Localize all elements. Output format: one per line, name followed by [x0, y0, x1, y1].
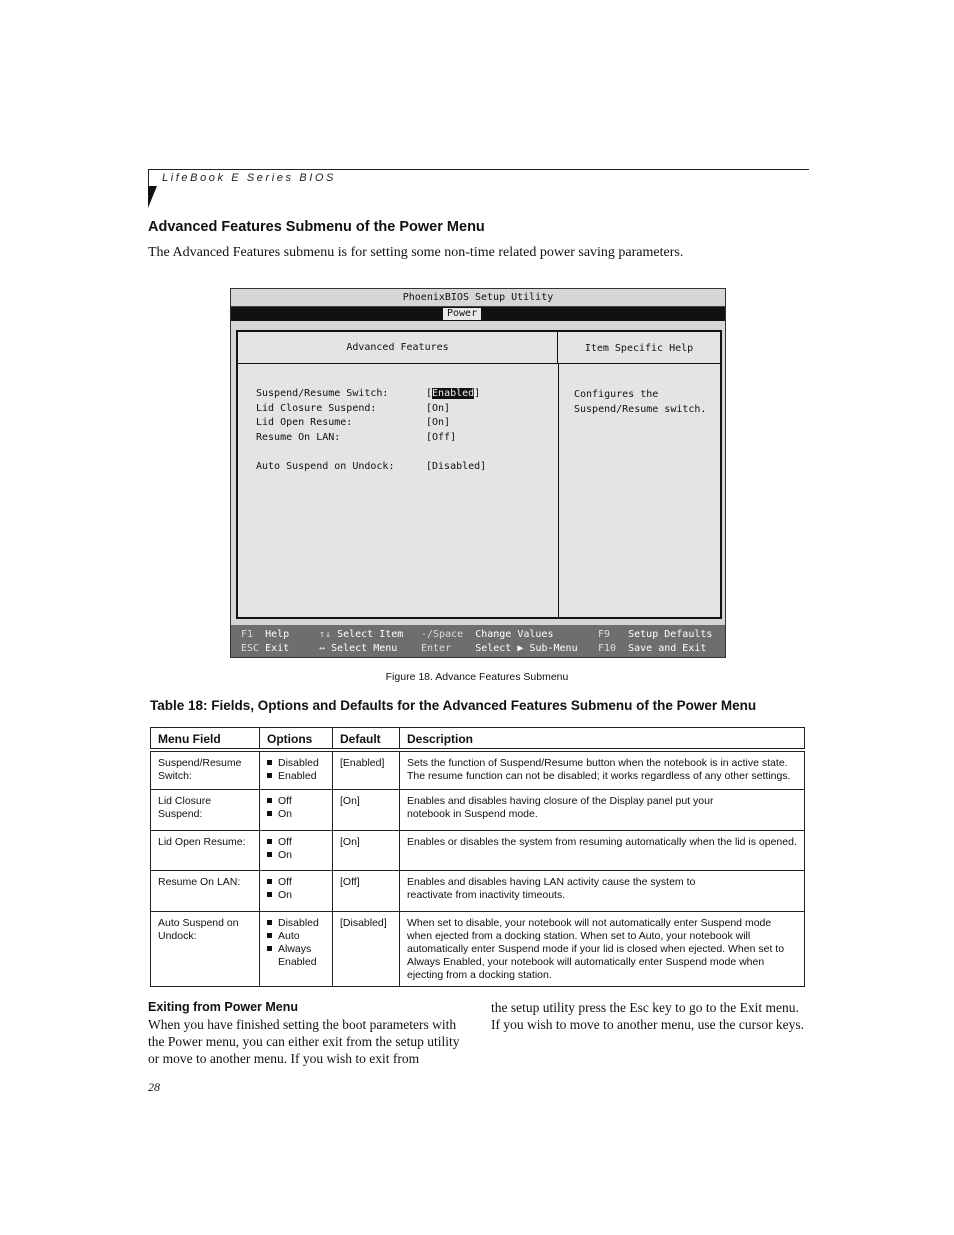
- exiting-text-col1: When you have finished setting the boot parameters with the Power menu, you can either exit from the setup utility or move to another menu. If you wish to exit from: [148, 1017, 460, 1066]
- option-item: Off: [267, 836, 325, 849]
- bios-bracket-open: [: [426, 388, 433, 399]
- cell-options: [260, 750, 333, 790]
- options-table: [150, 727, 805, 987]
- bios-right-heading: Item Specific Help: [558, 332, 720, 364]
- bios-key-enter[interactable]: Enter Select ▶ Sub-Menu: [421, 643, 578, 654]
- column-header: Menu Field: [151, 728, 260, 750]
- bios-screen: [230, 288, 726, 658]
- running-header: LifeBook E Series BIOS: [162, 172, 336, 184]
- bios-panel: [236, 330, 722, 619]
- table-row: [151, 750, 805, 790]
- bios-menu-bar: [231, 307, 725, 321]
- bios-field-label: Auto Suspend on Undock:: [256, 460, 395, 472]
- bios-key-esc[interactable]: ESC Exit: [241, 643, 290, 654]
- option-item: On: [267, 889, 325, 902]
- bios-field-label: Resume On LAN:: [256, 431, 341, 443]
- cell-description: When set to disable, your notebook will not automatically enter Suspend mode when ejected from a docking station. When set to Auto, your notebook will automatically enter Suspend mode if your lid is closed when ejected. When set to Always Enabled, your notebook will automatically enter Suspend mode when ejecting from a docking station.: [400, 912, 805, 987]
- exiting-title: Exiting from Power Menu: [148, 1000, 299, 1014]
- bios-title: PhoenixBIOS Setup Utility: [231, 289, 725, 307]
- column-header: Default: [333, 728, 400, 750]
- bios-field-list: [256, 387, 486, 474]
- figure-caption: Figure 18. Advance Features Submenu: [385, 671, 569, 683]
- bios-key-f1[interactable]: F1 Help: [241, 629, 290, 640]
- column-header: Options: [260, 728, 333, 750]
- option-item: Off: [267, 795, 325, 808]
- cell-menu-field: Auto Suspend on Undock:: [151, 912, 260, 987]
- bios-field-row[interactable]: [256, 460, 486, 475]
- bios-field-row[interactable]: [256, 416, 486, 431]
- option-item: Off: [267, 876, 325, 889]
- bios-key-f10[interactable]: F10 Save and Exit: [598, 643, 707, 654]
- table-row: [151, 790, 805, 831]
- option-item: Disabled: [267, 757, 325, 770]
- bios-field-value[interactable]: [On]: [426, 402, 451, 414]
- bios-menu-power[interactable]: Power: [443, 308, 481, 320]
- cell-menu-field: Lid Closure Suspend:: [151, 790, 260, 831]
- table-row: [151, 871, 805, 912]
- cell-options: [260, 871, 333, 912]
- bios-key-updown[interactable]: ↑↓ Select Item: [319, 629, 404, 640]
- bios-help-line: Suspend/Resume switch.: [574, 403, 707, 415]
- bios-field-value[interactable]: [On]: [426, 417, 451, 428]
- option-item: Disabled: [267, 917, 325, 930]
- bios-key-space[interactable]: -/Space Change Values: [421, 629, 554, 640]
- cell-options: [260, 831, 333, 871]
- bios-key-f9[interactable]: F9 Setup Defaults: [598, 629, 713, 640]
- table-title: Table 18: Fields, Options and Defaults for the Advanced Features Submenu of the Power Menu: [150, 698, 757, 713]
- bios-footer: [231, 625, 725, 657]
- bios-bracket-close: ]: [474, 388, 481, 399]
- bios-field-value[interactable]: [426, 387, 480, 402]
- bios-left-heading: Advanced Features: [238, 332, 558, 364]
- cell-menu-field: Suspend/Resume Switch:: [151, 750, 260, 790]
- bios-selected-value[interactable]: Enabled: [432, 388, 475, 399]
- header-vertical-rule: [148, 169, 149, 187]
- cell-description: Enables and disables having LAN activity cause the system to reactivate from inactivity timeouts.: [400, 871, 805, 912]
- cell-options: [260, 790, 333, 831]
- section-intro: The Advanced Features submenu is for setting some non-time related power saving parameters.: [148, 245, 684, 260]
- header-rule: [148, 169, 809, 170]
- option-item: Enabled: [267, 770, 325, 783]
- option-item: On: [267, 849, 325, 862]
- bios-field-label: Lid Closure Suspend:: [256, 402, 377, 414]
- option-item: Always Enabled: [267, 943, 325, 969]
- bios-panel-divider: [558, 364, 559, 617]
- table-header-row: [151, 728, 805, 750]
- section-title: Advanced Features Submenu of the Power Menu: [148, 219, 485, 235]
- cell-menu-field: Lid Open Resume:: [151, 831, 260, 871]
- cell-default: [On]: [333, 831, 400, 871]
- bios-key-leftright[interactable]: ↔ Select Menu: [319, 643, 398, 654]
- cell-description: Sets the function of Suspend/Resume button when the notebook is in active state. The resume function can not be disabled; it works regardless of any other settings.: [400, 750, 805, 790]
- column-header: Description: [400, 728, 805, 750]
- cell-description: Enables and disables having closure of the Display panel put your notebook in Suspend mode.: [400, 790, 805, 831]
- cell-description: Enables or disables the system from resuming automatically when the lid is opened.: [400, 831, 805, 871]
- cell-menu-field: Resume On LAN:: [151, 871, 260, 912]
- bios-field-value[interactable]: [Off]: [426, 431, 457, 443]
- bios-field-label: Suspend/Resume Switch:: [256, 388, 389, 399]
- cell-default: [Enabled]: [333, 750, 400, 790]
- triangle-right-icon: ▶: [517, 643, 524, 654]
- table-row: [151, 831, 805, 871]
- bios-field-row[interactable]: [256, 402, 486, 417]
- exiting-text-col2: the setup utility press the Esc key to go to the Exit menu. If you wish to move to another menu, use the cursor keys.: [491, 1000, 805, 1032]
- bios-help-text: [574, 388, 706, 417]
- option-item: On: [267, 808, 325, 821]
- page-number: 28: [148, 1080, 160, 1094]
- bios-help-line: Configures the: [574, 389, 659, 400]
- cell-default: [Off]: [333, 871, 400, 912]
- header-triangle-icon: [148, 186, 157, 208]
- bios-field-value[interactable]: [Disabled]: [426, 460, 487, 472]
- table-row: [151, 912, 805, 987]
- cell-default: [Disabled]: [333, 912, 400, 987]
- bios-field-label: Lid Open Resume:: [256, 417, 353, 428]
- bios-field-row[interactable]: [256, 387, 486, 402]
- cell-options: [260, 912, 333, 987]
- bios-field-row[interactable]: [256, 431, 486, 446]
- option-item: Auto: [267, 930, 325, 943]
- cell-default: [On]: [333, 790, 400, 831]
